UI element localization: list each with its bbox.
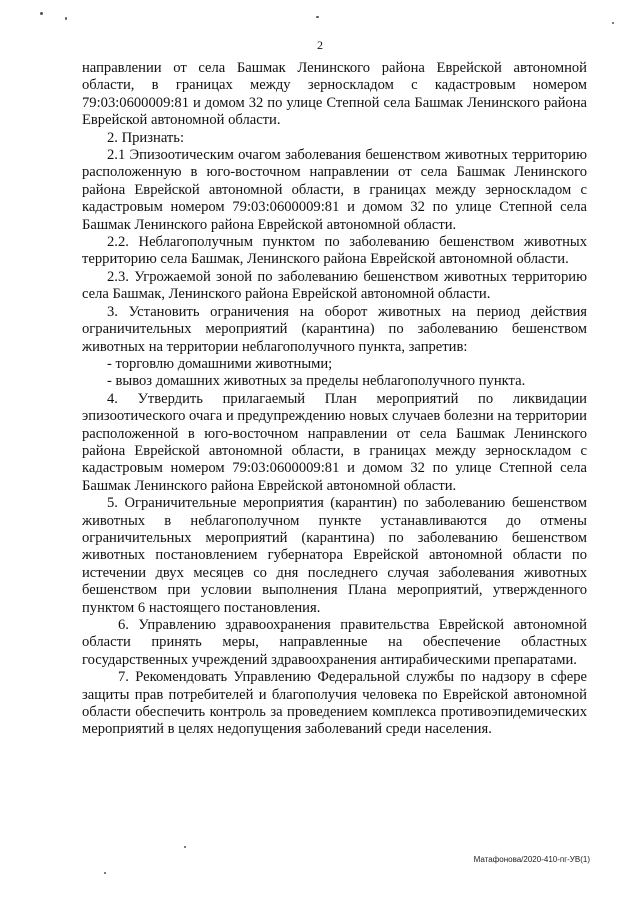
scan-speck bbox=[40, 12, 43, 15]
list-item-export-ban: - вывоз домашних животных за пределы неблагополучного пункта. bbox=[107, 373, 526, 390]
paragraph-item-2: 2. Признать: bbox=[107, 129, 185, 146]
scan-speck bbox=[612, 22, 614, 24]
paragraph-item-2-3: 2.3. Угрожаемой зоной по заболеванию бешенством животных территорию села Башмак, Ленинского района Еврейской автономной области. bbox=[82, 268, 587, 303]
paragraph-item-5: 5. Ограничительные мероприятия (карантин) по заболеванию бешенством животных в неблагополучном пункте устанавливаются до отмены ограничительных мероприятий (карантина) по заболеванию бешенством животных постановлением губернатора Еврейской автономной области по истечении двух месяцев со дня последнего случая заболевания животных бешенством при условии выполнения Плана мероприятий, утвержденного пунктом 6 настоящего постановления. bbox=[82, 495, 587, 616]
scan-speck bbox=[184, 846, 186, 848]
paragraph-item-7: 7. Рекомендовать Управлению Федеральной службы по надзору в сфере защиты прав потребителей и благополучия человека по Еврейской автономной области обеспечить контроль за проведением комплекса противоэпидемических мероприятий в целях недопущения заболеваний среди населения. bbox=[82, 669, 587, 738]
list-item-trade-ban: - торговлю домашними животными; bbox=[107, 355, 333, 372]
paragraph-item-2-2: 2.2. Неблагополучным пунктом по заболеванию бешенством животных территорию села Башмак, Ленинского района Еврейской автономной области. bbox=[82, 234, 587, 268]
paragraph-item-4: 4. Утвердить прилагаемый План мероприятий по ликвидации эпизоотического очага и предупреждению новых случаев болезни на территории расположенной в юго-восточном направлении от села Башмак Ленинского района Еврейской автономной области, в границах между зерноскладом с кадастровым номером 79:03:0600009:81 и домом 32 по улице Степной села Башмак Ленинского района Еврейской автономной области. bbox=[82, 390, 587, 494]
paragraph-item-3: 3. Установить ограничения на оборот животных на период действия ограничительных мероприятий (карантина) по заболеванию бешенством животных на территории неблагополучного пункта, запретив: bbox=[82, 303, 587, 355]
scan-speck bbox=[104, 872, 106, 874]
paragraph-item-2-1: 2.1 Эпизоотическим очагом заболевания бешенством животных территорию расположенную в юго-восточном направлении от села Башмак Ленинского района Еврейской автономной области, в границах между зерноскладом с кадастровым номером 79:03:0600009:81 и домом 32 по улице Степной села Башмак Ленинского района Еврейской автономной области. bbox=[82, 147, 587, 233]
paragraph-continuation: направлении от села Башмак Ленинского района Еврейской автономной области, в границах между зерноскладом с кадастровым номером 79:03:0600009:81 и домом 32 по улице Степной села Башмак Ленинского района Еврейской автономной области. bbox=[82, 60, 587, 129]
scan-speck bbox=[316, 16, 319, 18]
paragraph-item-6: 6. Управлению здравоохранения правительства Еврейской автономной области принять меры, направленные на обеспечение областных государственных учреждений здравоохранения антирабическими препаратами. bbox=[82, 617, 587, 668]
scan-speck bbox=[65, 17, 67, 20]
page-number: 2 bbox=[317, 38, 323, 52]
document-footer-code: Матафонова/2020-410-пг-УВ(1) bbox=[473, 855, 590, 864]
document-body bbox=[82, 60, 587, 739]
